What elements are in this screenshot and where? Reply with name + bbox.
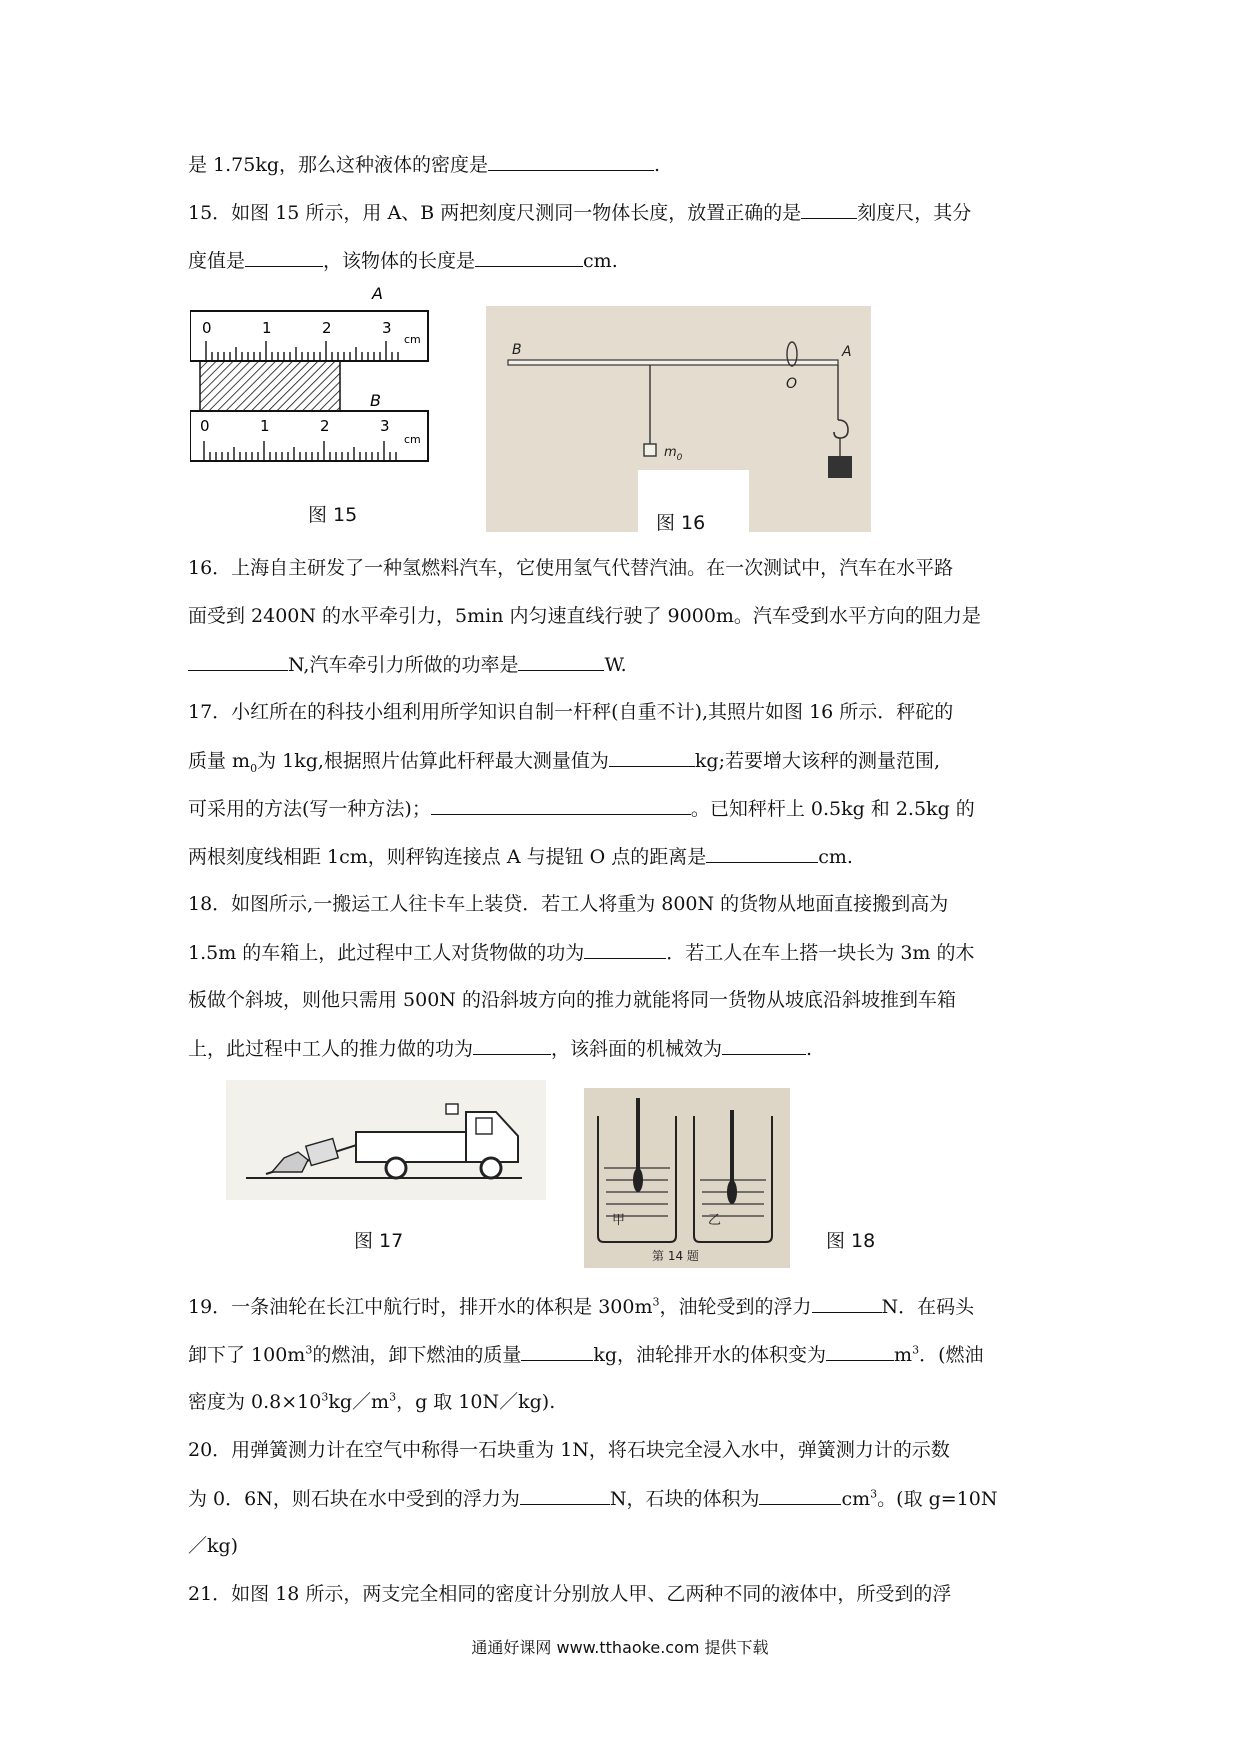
ruler-b-tick-0: 0	[200, 417, 210, 435]
label-b: B	[512, 342, 522, 358]
figure-16-caption: 图 16	[656, 512, 706, 534]
q17-line-2: 质量 $m_0$为 1kg,根据照片估算此杆秤最大测量值为 kg;若要增大该秤的测量范围,	[188, 750, 941, 775]
ruler-a-tick-1: 1	[262, 319, 272, 337]
ruler-a-unit: cm	[404, 333, 421, 346]
figure-15-caption: 图 15	[308, 504, 358, 526]
answer-blank[interactable]	[521, 1342, 593, 1361]
page-footer: 通通好课网 www.tthaoke.com 提供下载	[471, 1638, 769, 1657]
q19-line-3: 密度为 $0.8\times 10^3kg/m^3$，g 取 10N／kg).	[188, 1390, 556, 1413]
q19-line-2: 卸下了 $100m^3$的燃油，卸下燃油的质量 kg，油轮排开水的体积变为 $m^3$．(燃油	[188, 1343, 984, 1366]
answer-blank[interactable]	[722, 1036, 806, 1055]
label-o: O	[786, 376, 798, 392]
q19-line-1: 19．一条油轮在长江中航行时，排开水的体积是 $300m^3$，油轮受到的浮力 N．在码头	[188, 1295, 975, 1318]
answer-blank[interactable]	[609, 748, 695, 767]
answer-blank[interactable]	[584, 940, 666, 959]
figure-18-caption: 图 18	[826, 1230, 876, 1252]
q18-line-3: 板做个斜坡，则他只需用 500N 的沿斜坡方向的推力就能将同一货物从坡底沿斜坡推到车箱	[188, 989, 956, 1011]
answer-blank[interactable]	[473, 1036, 551, 1055]
figure-17-truck	[226, 1080, 546, 1200]
counterweight	[644, 444, 656, 456]
figure-15-rulers	[190, 285, 480, 495]
hydrometer-right	[730, 1110, 734, 1186]
answer-blank[interactable]	[431, 796, 691, 815]
liquid-label-left: 甲	[612, 1213, 626, 1228]
q21-line-1: 21．如图 18 所示，两支完全相同的密度计分别放人甲、乙两种不同的液体中，所受到的浮	[188, 1583, 952, 1605]
answer-blank[interactable]	[759, 1486, 841, 1505]
inner-caption: 第 14 题	[652, 1249, 699, 1263]
q18-line-1: 18．如图所示,一搬运工人往卡车上装贷．若工人将重为 800N 的货物从地面直接搬到高为	[188, 893, 949, 915]
q16-line-1: 16．上海自主研发了一种氢燃料汽车，它使用氢气代替汽油。在一次测试中，汽车在水平路	[188, 557, 954, 579]
hanging-weight	[828, 456, 852, 478]
ruler-a-tick-2: 2	[322, 319, 332, 337]
q18-line-2: 1.5m 的车箱上，此过程中工人对货物做的功为 ．若工人在车上搭一块长为 3m 的木	[188, 942, 975, 964]
rear-wheel	[386, 1158, 406, 1178]
q20-line-1: 20．用弹簧测力计在空气中称得一石块重为 1N，将石块完全浸入水中，弹簧测力计的示数	[188, 1439, 950, 1461]
answer-blank[interactable]	[245, 248, 323, 267]
ruler-b-tick-3: 3	[380, 417, 390, 435]
q16-line-3: N,汽车牵引力所做的功率是 W.	[188, 652, 627, 677]
ruler-a-tick-3: 3	[382, 319, 392, 337]
answer-blank[interactable]	[801, 200, 857, 219]
q14-tail-line: 是 1.75kg，那么这种液体的密度是 .	[188, 154, 661, 176]
ruler-b-tick-1: 1	[260, 417, 270, 435]
answer-blank[interactable]	[706, 844, 818, 863]
q20-line-3: ／kg)	[188, 1535, 239, 1557]
liquid-label-right: 乙	[708, 1213, 722, 1228]
hydrometer-left	[636, 1098, 640, 1174]
answer-blank[interactable]	[812, 1294, 882, 1313]
front-wheel	[481, 1158, 501, 1178]
ruler-a-label: A	[372, 285, 383, 303]
answer-blank[interactable]	[518, 652, 604, 671]
ruler-a-tick-0: 0	[202, 319, 212, 337]
q20-line-2: 为 0．6N，则石块在水中受到的浮力为 N，石块的体积为 $cm^3$。(取 g=10N	[188, 1487, 998, 1510]
answer-blank[interactable]	[488, 152, 654, 171]
answer-blank[interactable]	[475, 248, 583, 267]
label-a: A	[842, 344, 852, 360]
figure-17-caption: 图 17	[354, 1230, 404, 1252]
ruler-b-label: B	[370, 391, 381, 410]
answer-blank[interactable]	[826, 1342, 894, 1361]
figure-16-steelyard	[486, 306, 871, 532]
ruler-b-unit: cm	[404, 433, 421, 446]
q17-line-3: 可采用的方法(写一种方法)； 。已知秤杆上 0.5kg 和 2.5kg 的	[188, 798, 975, 820]
q15-line-1: 15．如图 15 所示，用 A、B 两把刻度尺测同一物体长度，放置正确的是 刻度尺，其分	[188, 202, 972, 224]
label-m0: $m_0$	[664, 445, 683, 463]
truck-bed	[356, 1132, 466, 1162]
ruler-a-ticks	[206, 341, 398, 361]
ruler-b-ticks	[204, 441, 396, 461]
ruler-b-tick-2: 2	[320, 417, 330, 435]
q18-line-4: 上，此过程中工人的推力做的功为 ，该斜面的机械效为 .	[188, 1038, 813, 1060]
answer-blank[interactable]	[188, 652, 288, 671]
q16-line-2: 面受到 2400N 的水平牵引力，5min 内匀速直线行驶了 9000m。汽车受到水平方向的阻力是	[188, 605, 981, 627]
answer-blank[interactable]	[520, 1486, 610, 1505]
figure-18-beakers	[584, 1088, 790, 1268]
measured-object	[200, 361, 340, 411]
q17-line-1: 17．小红所在的科技小组利用所学知识自制一杆秤(自重不计),其照片如图 16 所示．秤砣的	[188, 701, 954, 723]
q17-line-4: 两根刻度线相距 1cm，则秤钩连接点 A 与提钮 O 点的距离是 cm.	[188, 846, 853, 868]
q15-line-2: 度值是 ，该物体的长度是 cm.	[188, 250, 618, 272]
